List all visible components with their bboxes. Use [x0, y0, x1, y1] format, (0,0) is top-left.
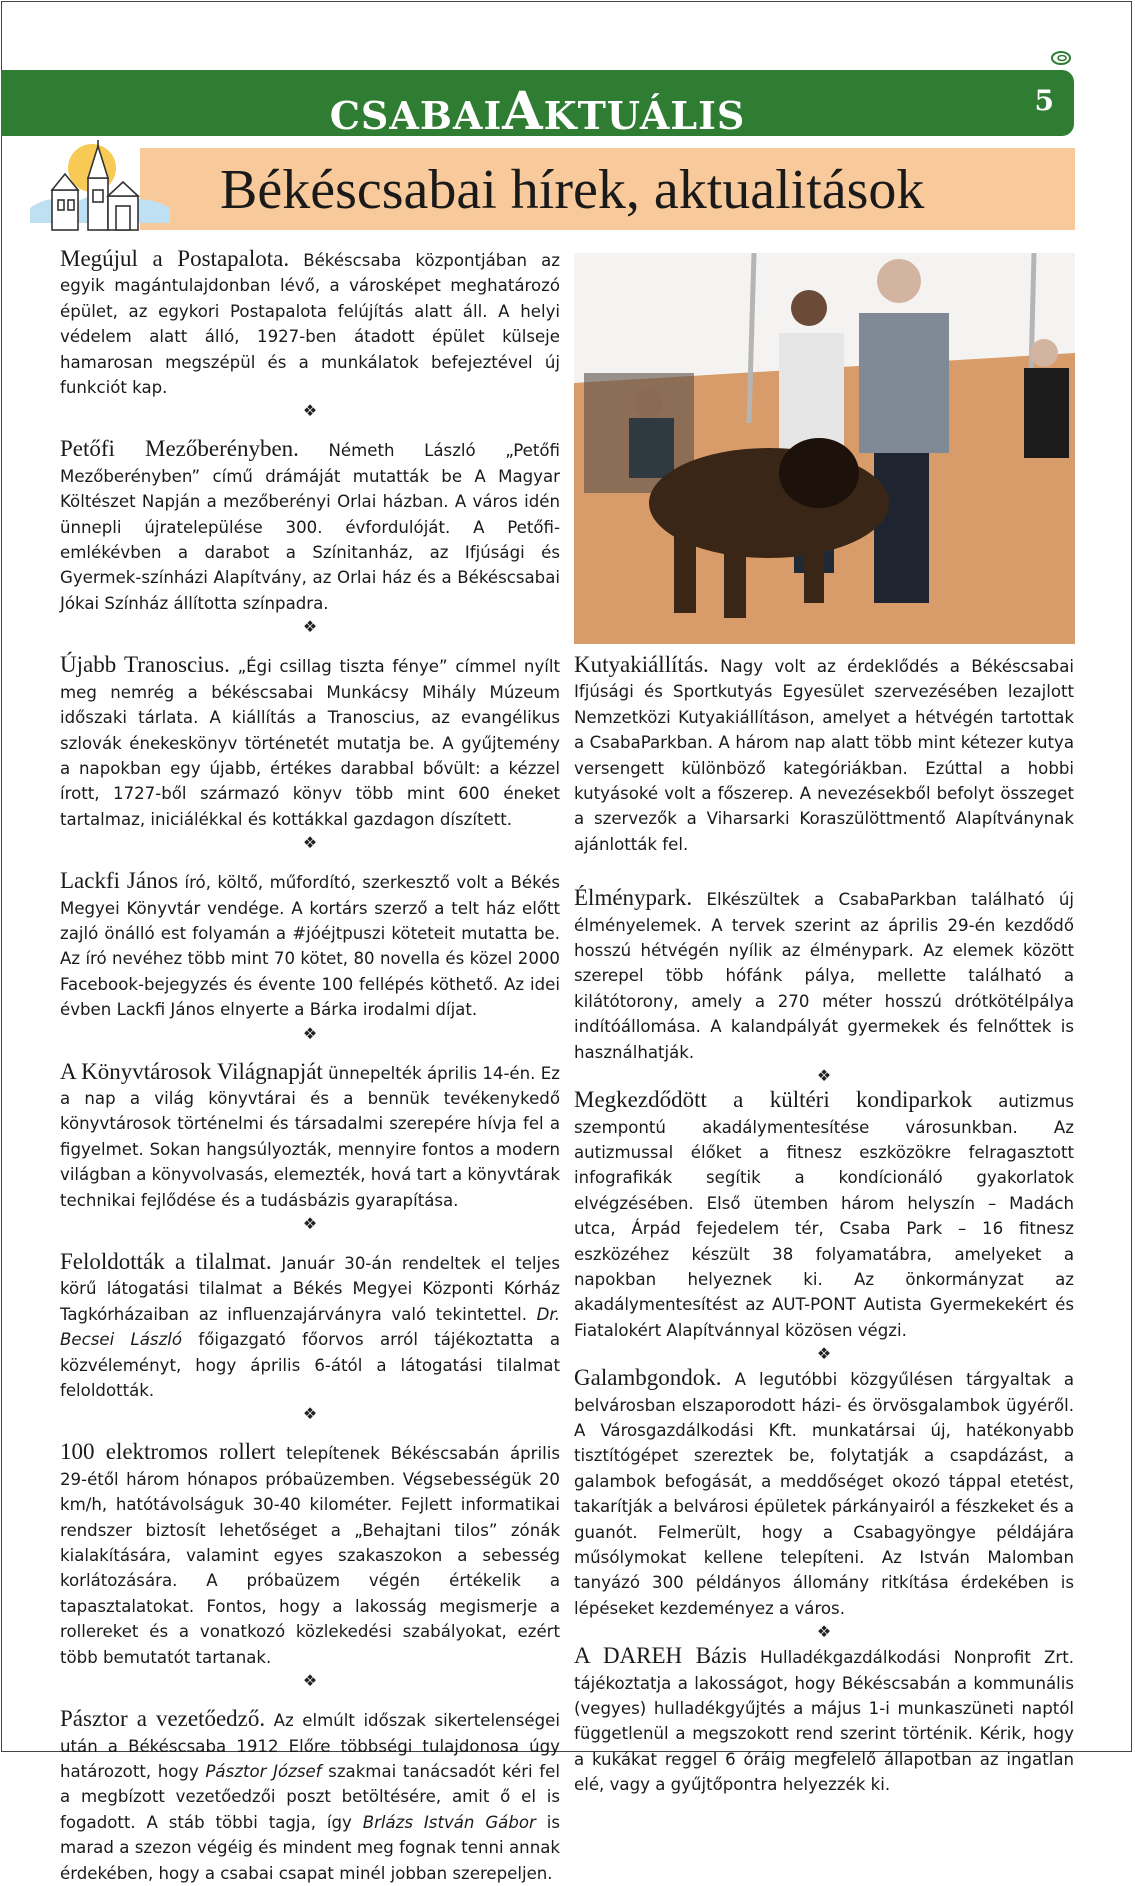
- article-body: Békéscsaba központjában az egyik magántulajdonban lévő, a városképet meghatározó épület, az egykori Postapalota felújítás alatt áll. A helyi védelem alatt álló, 1927-ben átadott épület külseje hamarosan megszépül és a munkálatok befejeztével új funkciót kap.: [60, 251, 560, 398]
- separator-ornament: ❖: [302, 1023, 318, 1043]
- article-rollerek: [60, 1439, 560, 1670]
- article-body: Elkészültek a CsabaParkban található új élményelemek. A tervek szerint az április 29-én kezdődő hosszú hétvégén nyílik az élménypark. Az elemek között szerepel több hófánk pálya, mellette található a kilátótorony, amely a 270 méter hosszú drótkötélpálya indítóállomása. A kalandpályát gyermekek és felnőttek is használhatják.: [574, 890, 1074, 1062]
- article-body: főigazgató főorvos arról tájékoztatta a közvéleményt, hogy április 6-ától a látogatási tilalmat feloldották.: [60, 1330, 560, 1401]
- article-body: is marad a szezon végéig és mindent meg fognak tenni annak érdekében, hogy a csabai csapat minél jobban szerepeljen.: [60, 1812, 561, 1883]
- header-band: [1, 70, 1074, 142]
- separator-ornament: ❖: [302, 401, 318, 421]
- person-name: Dr. Becsei László: [60, 1304, 560, 1350]
- article-body: Január 30-án rendeltek el teljes körű látogatási tilalmat a Békés Megyei Központi Kórház Tagkórházaiban az influenzajárványra való tekintettel.: [60, 1254, 560, 1324]
- person-name: Pásztor József: [205, 1761, 322, 1781]
- article-kutyakiallitas: [574, 652, 1074, 857]
- person-name: Brlázs István Gábor: [362, 1812, 536, 1832]
- article-lead: Megújul a Postapalota.: [60, 246, 290, 271]
- article-body: író, költő, műfordító, szerkesztő volt a Békés Megyei Könyvtár vendége. A kortárs szerző a telt ház előtt zajló önálló est folyamán a #jóéjtpuszi köteteit mutatta be. Az író nevéhez több mint 70 kötet, 80 novella és közel 2000 Facebook-bejegyzés és évente 100 fellépés köthető. Az idei évben Lackfi János elnyerte a Bárka irodalmi díjat.: [60, 873, 560, 1020]
- article-dareh: [574, 1643, 1074, 1797]
- church-towers-icon: [30, 138, 170, 238]
- article-body: Nagy volt az érdeklődés a Békéscsabai Ifjúsági és Sportkutyás Egyesület szervezésében lezajlott Nemzetközi Kutyakiállításon, amelyet a hétvégén tartottak a CsabaParkban. A három nap alatt több mint kétezer kutya versengett különböző kategóriákban. Ezúttal a hobbi kutyásoké volt a főszerep. A nevezésekből befolyt összeget a szervezők a Viharsarki Koraszülöttmentő Alapítványnak ajánlották fel.: [574, 657, 1074, 854]
- article-body: A legutóbbi közgyűlésen tárgyaltak a belvárosban elszaporodott házi- és örvösgalambok ügyéről. A Városgazdálkodási Kft. munkatársai új, hatékonyabb tisztítógépet szereztek be, folytatják a csapdázást, a galambok befogását, a meddőséget okozó táppal etetést, takarítják a belvárosi épületek párkányairól a fészkeket és a guanót. Felmerült, hogy a Csabagyöngye példájára műsólymokat kellene telepíteni. Az István Malomban tanyázó 300 példányos állomány ritkítása érdekében is lépéseket kezdeményez a város.: [574, 1370, 1074, 1618]
- article-petofi: [60, 436, 560, 616]
- article-body: ünnepelték április 14-én. Ez a nap a világ könyvtárai és a bennük tevékenykedő könyvtárosok történelmi és társadalmi szerepére hívja fel a figyelmet. Sokan hangsúlyozták, mennyire fontos a modern világban a könyvolvasás, elemezték, hová tart a könyvtárak technikai fejlődése és a tudásbázis gyarapítása.: [60, 1063, 561, 1210]
- article-tilalom: [60, 1249, 560, 1403]
- separator-ornament: ❖: [816, 1344, 832, 1364]
- article-body: Hulladékgazdálkodási Nonprofit Zrt. tájékoztatja a lakosságot, hogy Békéscsabán a kommunális (vegyes) hulladékgyűjtés a május 1-i munkaszüneti naptól függetlenül a megszokott rend szerint történik. Kérik, hogy a kukákat reggel 6 óráig megfelelő állapotban az ingatlan elé, vagy a gyűjtőpontra helyezzék ki.: [574, 1648, 1074, 1795]
- article-lead: A Könyvtárosok Világnapját: [60, 1058, 323, 1084]
- article-postapalota: [60, 246, 560, 400]
- article-lead: Újabb Tranoscius.: [60, 652, 230, 678]
- title-band: [140, 148, 1075, 230]
- article-konyvtarosok: [60, 1059, 560, 1213]
- swirl-logo-icon: [1050, 48, 1072, 68]
- article-body: „Égi csillag tiszta fénye” címmel nyílt meg nemrég a békéscsabai Munkácsy Mihály Múzeum időszaki tárlata. A kiállítás a Tranoscius, az evangélikus szlovák énekeskönyv történetét mutatja be. A gyűjtemény a napokban egy újabb, értékes darabbal bővült: a kézzel írott, 1727-ből származó könyv több mint 600 éneket tartalmaz, iniciálékkal és kottákkal gazdagon díszített.: [60, 657, 560, 829]
- article-lead: 100 elektromos rollert: [60, 1439, 276, 1465]
- separator-ornament: ❖: [816, 1622, 832, 1642]
- article-lead: Galambgondok.: [574, 1365, 722, 1391]
- dog-show-photo: [574, 253, 1075, 644]
- article-body: Németh László „Petőfi Mezőberényben” című drámáját mutatták be A Magyar Költészet Napján a mezőberényi Orlai házban. A város idén ünnepli újratelepülése 300. évfordulóját. A Petőfi-emlékévben a darabot a Színitanház, az Ifjúsági és Gyermek-színházi Alapítvány, az Orlai ház és a Békéscsabai Jókai Színház állította színpadra.: [60, 441, 560, 613]
- article-lackfi: [60, 868, 560, 1022]
- page-number: 5: [1034, 84, 1054, 117]
- masthead-part1: CSABAI: [329, 93, 503, 138]
- separator-ornament: ❖: [302, 1671, 318, 1691]
- masthead-part2: KTUÁLIS: [543, 93, 746, 138]
- article-lead: Megkezdődött a kültéri kondiparkok: [574, 1087, 973, 1113]
- article-lead: Kutyakiállítás.: [574, 652, 709, 677]
- article-body: Az elmúlt időszak sikertelenségei után a Békéscsaba 1912 Előre többségi tulajdonosa úgy határozott, hogy: [60, 1711, 560, 1781]
- article-lead: Petőfi Mezőberényben.: [60, 436, 299, 462]
- separator-ornament: ❖: [302, 617, 318, 637]
- article-vezetoedzo: [60, 1706, 560, 1886]
- masthead-big-letter: A: [502, 81, 544, 142]
- article-tranoscius: [60, 652, 560, 832]
- article-lead: Lackfi János: [60, 868, 179, 894]
- article-lead: A DAREH Bázis: [574, 1643, 747, 1669]
- separator-ornament: ❖: [302, 833, 318, 853]
- article-galambgondok: [574, 1365, 1074, 1621]
- article-body: telepítenek Békéscsabán április 29-étől három hónapos próbaüzemben. Végsebességük 20 km/h, hatótávolságuk 30-40 kilométer. Fejlett informatikai rendszer biztosít lehetőséget a „Behajtani tilos” zónák kialakítására, valamint egyes szakaszokon a sebesség korlátozására. A próbaüzem végén értékelik a tapasztalatokat. Fontos, hogy a lakosság megismerje a rollereket és a vonatkozó közlekedési szabályokat, ezért több bemutatót tartanak.: [60, 1444, 560, 1667]
- article-lead: Feloldották a tilalmat.: [60, 1249, 272, 1274]
- section-title: Békéscsabai hírek, aktualitások: [220, 159, 925, 221]
- article-lead: Élménypark.: [574, 885, 693, 911]
- article-lead: Pásztor a vezetőedző.: [60, 1706, 266, 1732]
- left-column: [60, 246, 560, 1886]
- article-elmenypark: [574, 885, 1074, 1065]
- separator-ornament: ❖: [816, 1066, 832, 1086]
- article-body: autizmus szempontú akadálymentesítése városunkban. Az autizmussal élőket a fitnesz eszközökre felragasztott infografikák segítik a kondícionáló gyakorlatok elvégzésében. Első ütemben három helyszín – Madách utca, Árpád fejedelem tér, Csaba Park – 16 fitnesz eszközéhez készült 38 folyamatábra, amelyeket a napokban helyeznek ki. Az önkormányzat az akadálymentesítést az AUT-PONT Autista Gyermekekért és Fiatalokért Alapítvánnyal közösen végzi.: [574, 1092, 1074, 1340]
- article-body: szakmai tanácsadót kéri fel a megbízott vezetőedzői poszt betöltésére, amit ő el is fogadott. A stáb többi tagja, így: [60, 1761, 560, 1832]
- masthead: [1, 70, 1074, 142]
- separator-ornament: ❖: [302, 1214, 318, 1233]
- separator-ornament: ❖: [302, 1404, 318, 1424]
- right-column: [574, 652, 1074, 1798]
- article-kondiparkok: [574, 1087, 1074, 1343]
